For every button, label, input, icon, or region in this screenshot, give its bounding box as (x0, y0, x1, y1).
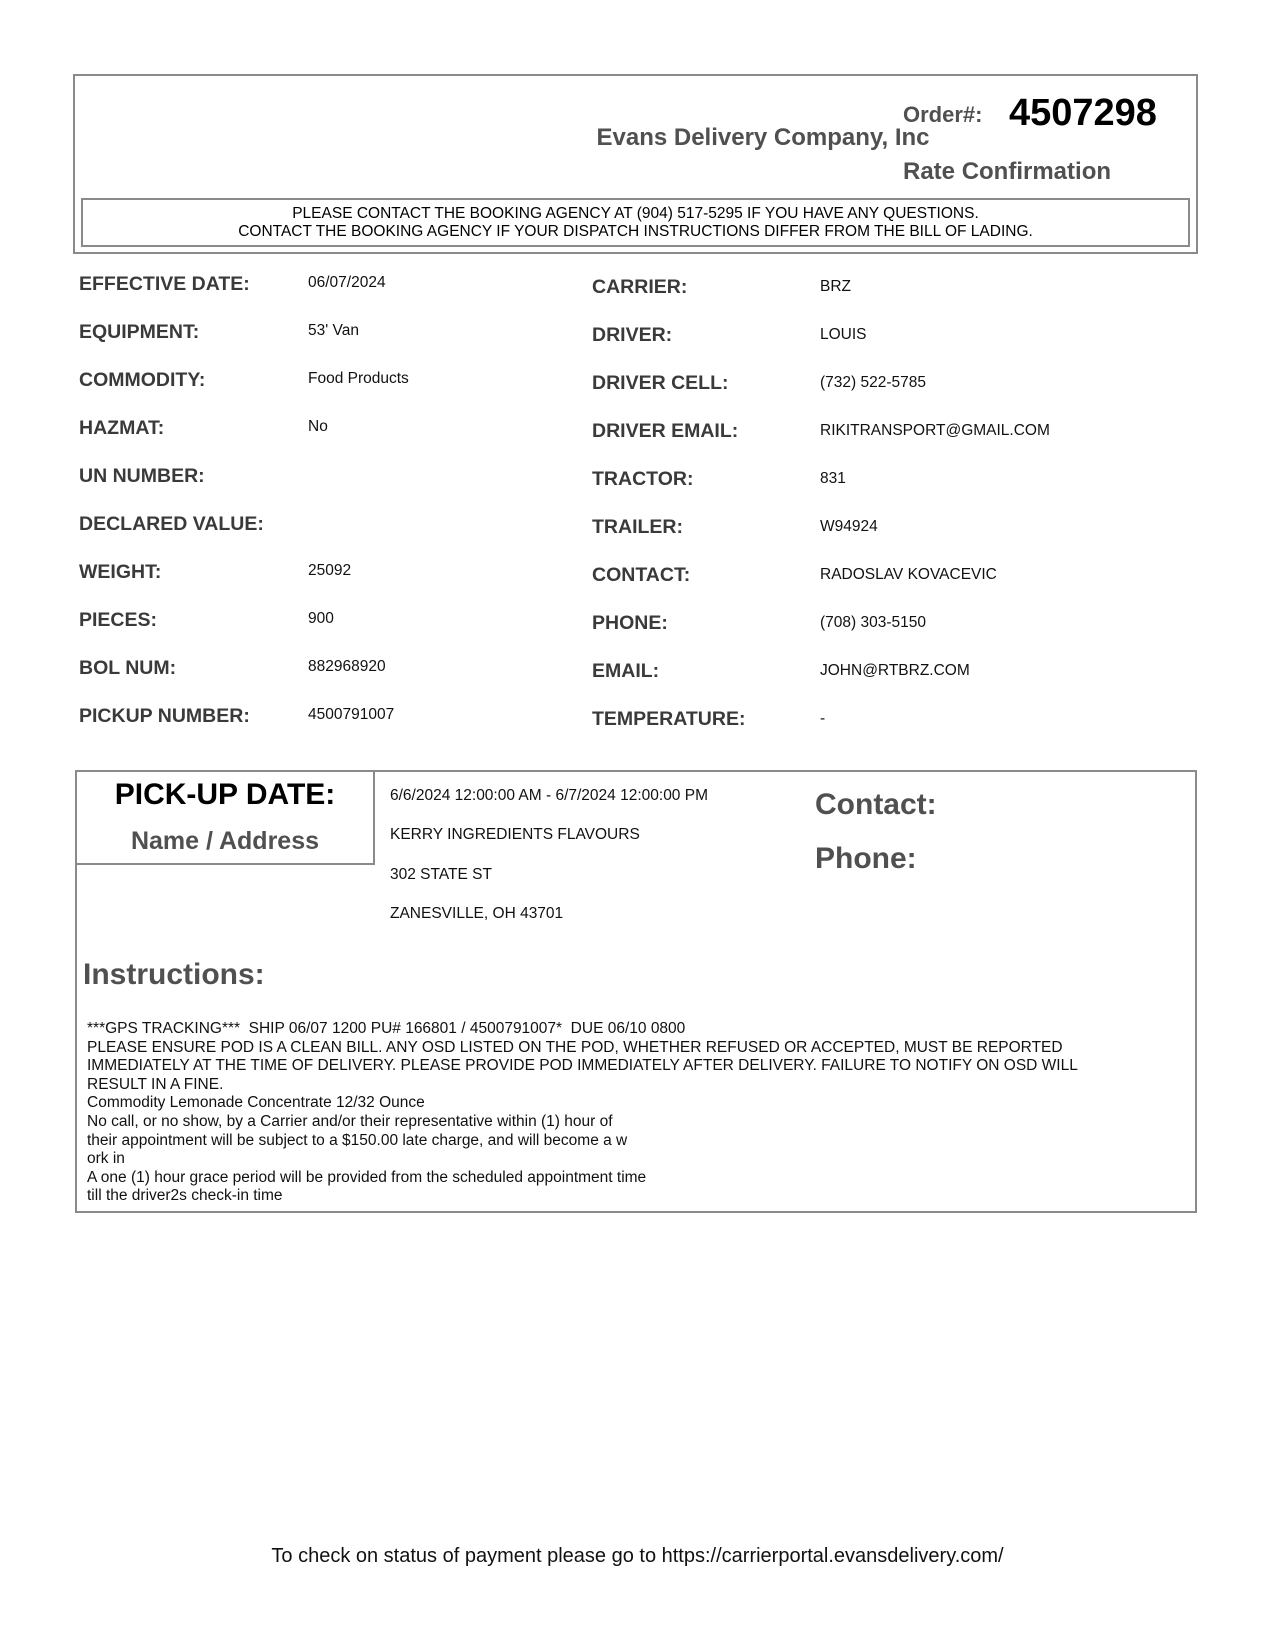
declared-value-label: DECLARED VALUE: (79, 513, 264, 535)
pickup-city-state-zip: ZANESVILLE, OH 43701 (390, 905, 564, 922)
temperature-label: TEMPERATURE: (592, 708, 746, 730)
effective-date-value: 06/07/2024 (308, 274, 386, 291)
instruction-line: RESULT IN A FINE. (87, 1075, 224, 1093)
carrier-label: CARRIER: (592, 276, 688, 298)
driver-email-label: DRIVER EMAIL: (592, 420, 739, 442)
header-box (73, 74, 1198, 254)
notice-line-2: CONTACT THE BOOKING AGENCY IF YOUR DISPATCH INSTRUCTIONS DIFFER FROM THE BILL OF LADING. (238, 223, 1033, 240)
pickup-number-value: 4500791007 (308, 706, 395, 723)
carrier-value: BRZ (820, 278, 851, 295)
email-label: EMAIL: (592, 660, 660, 682)
pickup-name: KERRY INGREDIENTS FLAVOURS (390, 826, 640, 843)
phone-label: PHONE: (592, 612, 668, 634)
commodity-label: COMMODITY: (79, 369, 206, 391)
phone-value: (708) 303-5150 (820, 614, 926, 631)
hazmat-value: No (308, 418, 328, 435)
commodity-value: Food Products (308, 370, 409, 387)
weight-label: WEIGHT: (79, 561, 162, 583)
instruction-line: A one (1) hour grace period will be provided from the scheduled appointment time (87, 1168, 647, 1186)
driver-value: LOUIS (820, 326, 867, 343)
driver-email-value: RIKITRANSPORT@GMAIL.COM (820, 422, 1050, 439)
name-address-label: Name / Address (130, 827, 320, 855)
company-name: Evans Delivery Company, Inc (596, 124, 930, 151)
instruction-line: their appointment will be subject to a $150.00 late charge, and will become a w (87, 1131, 628, 1149)
instructions-text (87, 1020, 1187, 1206)
tractor-label: TRACTOR: (592, 468, 694, 490)
pickup-heading-box (75, 770, 375, 865)
notice-line-1: PLEASE CONTACT THE BOOKING AGENCY AT (904) 517-5295 IF YOU HAVE ANY QUESTIONS. (292, 205, 979, 222)
un-number-label: UN NUMBER: (79, 465, 205, 487)
order-label: Order#: (903, 102, 983, 127)
pickup-date-label: PICK-UP DATE: (114, 778, 336, 811)
pieces-label: PIECES: (79, 609, 158, 631)
booking-notice (81, 198, 1190, 247)
instruction-line: PLEASE ENSURE POD IS A CLEAN BILL. ANY OSD LISTED ON THE POD, WHETHER REFUSED OR ACCEPTED, MUST BE REPORTED (87, 1038, 1063, 1056)
instructions-label: Instructions: (83, 958, 265, 991)
driver-label: DRIVER: (592, 324, 673, 346)
email-value: JOHN@RTBRZ.COM (820, 662, 970, 679)
pickup-date-range: 6/6/2024 12:00:00 AM - 6/7/2024 12:00:00 PM (390, 787, 708, 804)
document-title: Rate Confirmation (903, 158, 1112, 185)
bol-num-label: BOL NUM: (79, 657, 177, 679)
equipment-value: 53' Van (308, 322, 359, 339)
tractor-value: 831 (820, 470, 846, 487)
temperature-value: - (820, 710, 826, 727)
pickup-number-label: PICKUP NUMBER: (79, 705, 250, 727)
hazmat-label: HAZMAT: (79, 417, 165, 439)
contact-value: RADOSLAV KOVACEVIC (820, 566, 997, 583)
order-number: 4507298 (1009, 92, 1157, 134)
instruction-line: ***GPS TRACKING*** SHIP 06/07 1200 PU# 166801 / 4500791007* DUE 06/10 0800 (87, 1020, 686, 1037)
effective-date-label: EFFECTIVE DATE: (79, 273, 250, 295)
instruction-line: till the driver2s check-in time (87, 1187, 283, 1205)
driver-cell-label: DRIVER CELL: (592, 372, 729, 394)
payment-status-footer: To check on status of payment please go to https://carrierportal.evansdelivery.com/ (271, 1545, 1004, 1567)
trailer-value: W94924 (820, 518, 878, 535)
instruction-line: ork in (87, 1150, 125, 1168)
equipment-label: EQUIPMENT: (79, 321, 200, 343)
trailer-label: TRAILER: (592, 516, 683, 538)
contact-label: CONTACT: (592, 564, 691, 586)
pickup-contact-label: Contact: (815, 788, 937, 821)
driver-cell-value: (732) 522-5785 (820, 374, 926, 391)
pieces-value: 900 (308, 610, 334, 627)
pickup-phone-label: Phone: (815, 842, 917, 875)
weight-value: 25092 (308, 562, 352, 579)
pickup-street: 302 STATE ST (390, 866, 492, 883)
instruction-line: IMMEDIATELY AT THE TIME OF DELIVERY. PLEASE PROVIDE POD IMMEDIATELY AFTER DELIVERY. FAILURE TO NOTIFY ON OSD WILL (87, 1057, 1078, 1075)
bol-num-value: 882968920 (308, 658, 386, 675)
instruction-line: No call, or no show, by a Carrier and/or their representative within (1) hour of (87, 1112, 613, 1130)
pickup-section (75, 770, 1197, 1213)
instruction-line: Commodity Lemonade Concentrate 12/32 Ounce (87, 1094, 425, 1112)
